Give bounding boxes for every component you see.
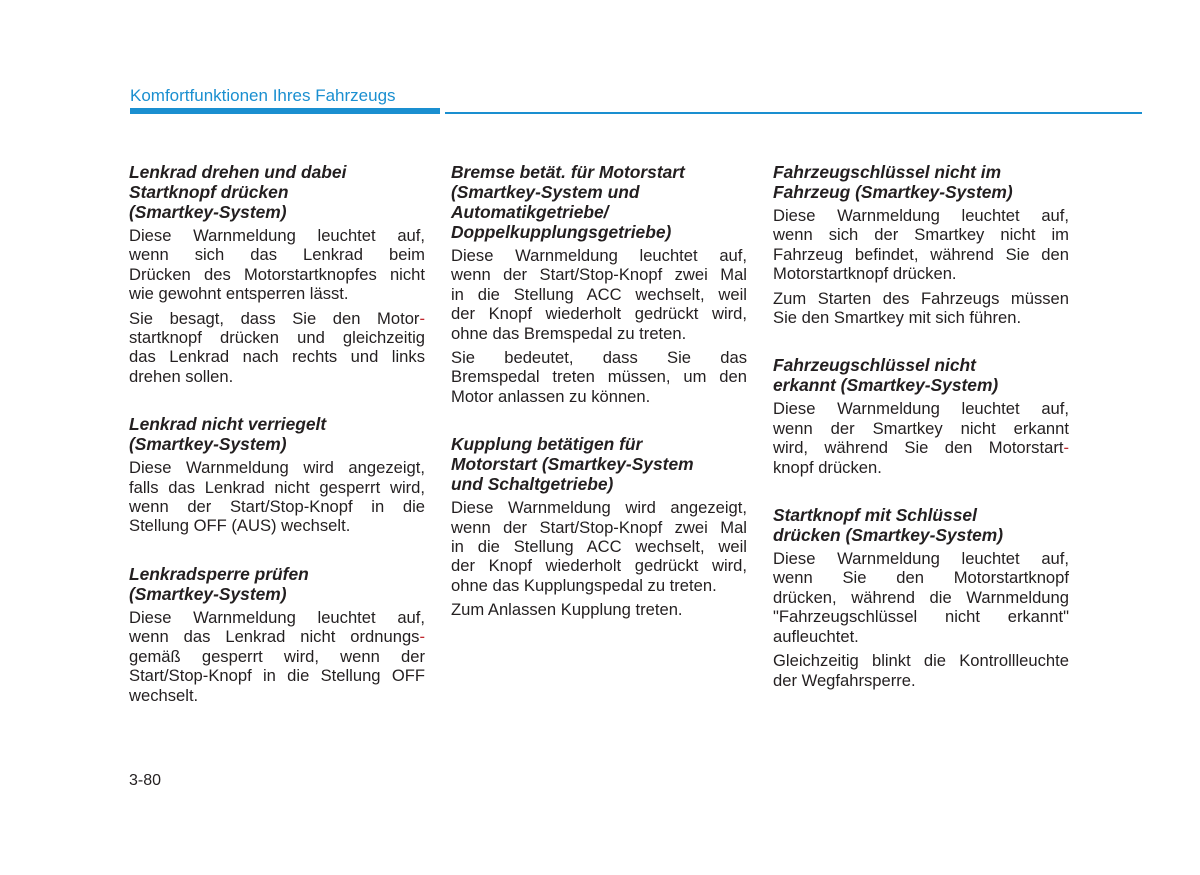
text-column-3 (773, 162, 1069, 718)
heading-line: Lenkradsperre prüfen (129, 563, 309, 584)
warning-section (451, 162, 747, 406)
text-line: gemäß gesperrt wird, wenn der (129, 646, 425, 666)
paragraph-line (451, 324, 747, 343)
paragraph-line (773, 419, 1069, 438)
heading-line: Kupplung betätigen für (451, 434, 643, 455)
text-line: wenn der Smartkey nicht erkannt (773, 418, 1069, 438)
paragraph-line (451, 246, 747, 265)
paragraph-line (773, 651, 1069, 670)
paragraph-line (451, 285, 747, 304)
text-line: Zum Starten des Fahrzeugs müssen (773, 288, 1069, 308)
text-line: wenn sich der Smartkey nicht im (773, 225, 1069, 245)
text-line: ohne das Kupplungspedal zu treten. (451, 575, 717, 595)
text-line: Stellung OFF (AUS) wechselt. (129, 516, 351, 536)
paragraph-line (451, 576, 747, 595)
section-heading (773, 355, 1069, 395)
paragraph-line (129, 516, 425, 535)
section-heading (129, 414, 425, 454)
heading-line: Fahrzeugschlüssel nicht (773, 355, 976, 376)
section-heading (451, 162, 747, 242)
warning-section (773, 162, 1069, 327)
paragraph-line (773, 289, 1069, 308)
body-paragraph (129, 458, 425, 536)
body-paragraph (773, 399, 1069, 477)
body-paragraph (129, 226, 425, 304)
text-line: der Knopf wiederholt gedrückt wird, (451, 556, 747, 576)
paragraph-line (773, 627, 1069, 646)
warning-section (773, 505, 1069, 690)
paragraph-line (451, 367, 747, 386)
hyphen-mark: - (419, 627, 425, 647)
hyphen-mark: - (419, 308, 425, 328)
heading-line: Motorstart (Smartkey-System (451, 454, 694, 475)
text-line: der Wegfahrsperre. (773, 670, 916, 690)
body-paragraph (129, 309, 425, 387)
text-line: Diese Warnmeldung wird angezeigt, (451, 498, 747, 518)
text-line: wenn das Lenkrad nicht ordnungs- (129, 627, 425, 647)
heading-line: Startknopf drücken (129, 182, 289, 202)
paragraph-line (129, 309, 425, 328)
text-line: Drücken des Motorstartknopfes nicht (129, 264, 425, 284)
text-line: wird, während Sie den Motorstart- (773, 438, 1069, 458)
paragraph-line (129, 347, 425, 366)
section-heading (451, 434, 747, 494)
paragraph-line (773, 308, 1069, 327)
text-line: Diese Warnmeldung leuchtet auf, (773, 549, 1069, 569)
text-column-1 (129, 162, 425, 733)
text-line: wenn Sie den Motorstartknopf (773, 568, 1069, 588)
text-line: das Lenkrad nach rechts und links (129, 347, 425, 367)
text-line: Motor anlassen zu können. (451, 386, 651, 406)
header-rule-thin (445, 112, 1142, 114)
paragraph-line (451, 498, 747, 517)
text-line: drehen sollen. (129, 366, 234, 386)
text-line: Sie bedeutet, dass Sie das (451, 348, 747, 368)
paragraph-line (773, 568, 1069, 587)
paragraph-line (129, 627, 425, 646)
warning-section (129, 564, 425, 705)
paragraph-line (773, 607, 1069, 626)
section-heading (773, 505, 1069, 545)
section-heading (129, 162, 425, 222)
heading-line: Automatikgetriebe/ (451, 202, 609, 222)
text-line: Diese Warnmeldung leuchtet auf, (773, 206, 1069, 225)
paragraph-line (451, 556, 747, 575)
paragraph-line (451, 518, 747, 537)
paragraph-line (773, 399, 1069, 418)
text-line: startknopf drücken und gleichzeitig (129, 328, 425, 348)
paragraph-line (129, 245, 425, 264)
warning-section (129, 162, 425, 386)
text-line: Fahrzeug befindet, während Sie den (773, 244, 1069, 264)
paragraph-line (129, 328, 425, 347)
paragraph-line (451, 304, 747, 323)
heading-line: Lenkrad nicht verriegelt (129, 414, 327, 435)
text-line: der Knopf wiederholt gedrückt wird, (451, 304, 747, 324)
text-line: aufleuchtet. (773, 626, 859, 646)
paragraph-line (129, 666, 425, 685)
text-line: Start/Stop-Knopf in die Stellung OFF (129, 666, 425, 686)
section-heading (129, 564, 425, 604)
body-paragraph (451, 600, 747, 619)
text-line: "Fahrzeugschlüssel nicht erkannt" (773, 607, 1069, 627)
heading-line: Bremse betät. für Motorstart (451, 162, 685, 182)
paragraph-line (773, 225, 1069, 244)
paragraph-line (129, 686, 425, 705)
paragraph-line (451, 348, 747, 367)
body-paragraph (773, 289, 1069, 328)
heading-line: Fahrzeugschlüssel nicht im (773, 162, 1002, 182)
page-number: 3-80 (129, 772, 162, 789)
text-line: Gleichzeitig blinkt die Kontrollleuchte (773, 651, 1069, 671)
text-line: wenn der Start/Stop-Knopf zwei Mal (451, 265, 747, 285)
text-line: wenn der Start/Stop-Knopf in die (129, 497, 425, 517)
text-line: falls das Lenkrad nicht gesperrt wird, (129, 477, 425, 497)
text-line: knopf drücken. (773, 457, 882, 477)
paragraph-line (773, 264, 1069, 283)
paragraph-line (773, 671, 1069, 690)
hyphen-mark: - (1063, 438, 1069, 458)
body-paragraph (129, 608, 425, 705)
paragraph-line (451, 387, 747, 406)
text-line: Motorstartknopf drücken. (773, 264, 957, 284)
text-line: Diese Warnmeldung leuchtet auf, (129, 226, 425, 245)
text-line: Zum Anlassen Kupplung treten. (451, 600, 683, 620)
paragraph-line (773, 549, 1069, 568)
heading-line: Lenkrad drehen und dabei (129, 162, 347, 182)
warning-section (129, 414, 425, 536)
body-paragraph (773, 549, 1069, 646)
paragraph-line (129, 265, 425, 284)
body-paragraph (773, 206, 1069, 284)
heading-line: Doppelkupplungsgetriebe) (451, 222, 672, 242)
warning-section (773, 355, 1069, 477)
text-line: Sie besagt, dass Sie den Motor- (129, 308, 425, 328)
body-paragraph (451, 498, 747, 595)
text-line: Bremspedal treten müssen, um den (451, 367, 747, 387)
page-header-title: Komfortfunktionen Ihres Fahrzeugs (130, 86, 396, 105)
body-paragraph (451, 246, 747, 343)
paragraph-line (773, 245, 1069, 264)
heading-line: (Smartkey-System) (129, 202, 287, 222)
paragraph-line (773, 438, 1069, 457)
heading-line: Fahrzeug (Smartkey-System) (773, 182, 1013, 202)
paragraph-line (129, 608, 425, 627)
header-rule-thick (130, 108, 440, 114)
text-line: Diese Warnmeldung leuchtet auf, (451, 246, 747, 265)
paragraph-line (129, 284, 425, 303)
heading-line: (Smartkey-System und (451, 182, 640, 202)
text-line: in die Stellung ACC wechselt, weil (451, 537, 747, 557)
paragraph-line (129, 458, 425, 477)
heading-line: erkannt (Smartkey-System) (773, 375, 999, 396)
text-line: Diese Warnmeldung leuchtet auf, (129, 607, 425, 627)
heading-line: (Smartkey-System) (129, 434, 287, 455)
paragraph-line (129, 226, 425, 245)
body-paragraph (451, 348, 747, 406)
text-line: wie gewohnt entsperren lässt. (129, 284, 349, 304)
paragraph-line (129, 497, 425, 516)
text-column-2 (451, 162, 747, 648)
text-line: Diese Warnmeldung wird angezeigt, (129, 458, 425, 478)
text-line: ohne das Bremspedal zu treten. (451, 323, 687, 343)
text-line: Sie den Smartkey mit sich führen. (773, 308, 1022, 328)
text-line: wenn sich das Lenkrad beim (129, 245, 425, 265)
heading-line: Startknopf mit Schlüssel (773, 505, 977, 526)
section-heading (773, 162, 1069, 202)
paragraph-line (129, 647, 425, 666)
text-line: wechselt. (129, 685, 199, 705)
paragraph-line (129, 478, 425, 497)
warning-section (451, 434, 747, 619)
body-paragraph (773, 651, 1069, 690)
heading-line: und Schaltgetriebe) (451, 474, 614, 495)
paragraph-line (451, 265, 747, 284)
heading-line: drücken (Smartkey-System) (773, 525, 1004, 546)
text-line: wenn der Start/Stop-Knopf zwei Mal (451, 517, 747, 537)
heading-line: (Smartkey-System) (129, 583, 287, 604)
paragraph-line (451, 537, 747, 556)
text-line: Diese Warnmeldung leuchtet auf, (773, 399, 1069, 419)
paragraph-line (773, 458, 1069, 477)
paragraph-line (773, 206, 1069, 225)
text-line: in die Stellung ACC wechselt, weil (451, 284, 747, 304)
paragraph-line (451, 600, 747, 619)
paragraph-line (129, 367, 425, 386)
text-line: drücken, während die Warnmeldung (773, 587, 1069, 607)
paragraph-line (773, 588, 1069, 607)
